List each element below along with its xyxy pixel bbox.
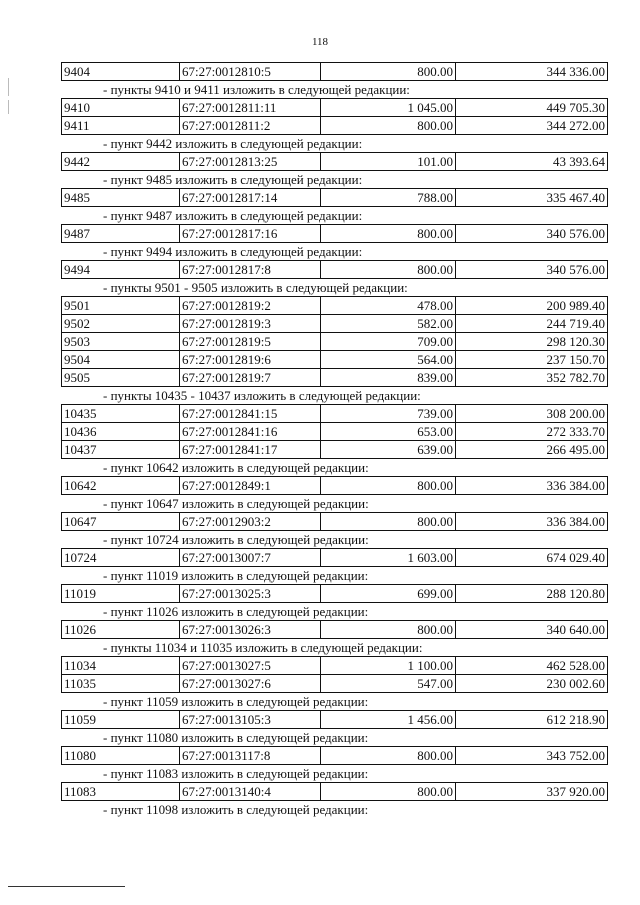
parcel-table — [61, 620, 608, 639]
cadastral-number-cell: 67:27:0012819:3 — [180, 315, 321, 333]
value-cell: 344 336.00 — [456, 63, 608, 81]
amendment-instruction: - пункт 11026 изложить в следующей редакции: — [103, 604, 369, 619]
value-cell: 336 384.00 — [456, 513, 608, 531]
cadastral-number-cell: 67:27:0012819:6 — [180, 351, 321, 369]
row-number-cell: 10647 — [62, 513, 180, 531]
table-row — [62, 405, 608, 423]
cadastral-number-cell: 67:27:0012841:16 — [180, 423, 321, 441]
amendment-instruction: - пункты 9410 и 9411 изложить в следующей редакции: — [103, 82, 410, 97]
scan-margin-mark — [8, 100, 9, 114]
area-cell: 800.00 — [321, 225, 456, 243]
cadastral-number-cell: 67:27:0012819:7 — [180, 369, 321, 387]
row-number-cell: 11026 — [62, 621, 180, 639]
cadastral-number-cell: 67:27:0012811:11 — [180, 99, 321, 117]
amendment-instruction: - пункты 11034 и 11035 изложить в следующей редакции: — [103, 640, 423, 655]
area-cell: 800.00 — [321, 261, 456, 279]
value-cell: 308 200.00 — [456, 405, 608, 423]
cadastral-number-cell: 67:27:0013027:6 — [180, 675, 321, 693]
row-number-cell: 9410 — [62, 99, 180, 117]
row-number-cell: 10724 — [62, 549, 180, 567]
value-cell: 336 384.00 — [456, 477, 608, 495]
value-cell: 337 920.00 — [456, 783, 608, 801]
table-row — [62, 333, 608, 351]
row-number-cell: 10437 — [62, 441, 180, 459]
amendment-instruction: - пункт 10647 изложить в следующей редакции: — [103, 496, 369, 511]
row-number-cell: 11059 — [62, 711, 180, 729]
row-number-cell: 11080 — [62, 747, 180, 765]
parcel-table — [61, 98, 608, 135]
table-row — [62, 513, 608, 531]
area-cell: 699.00 — [321, 585, 456, 603]
table-row — [62, 477, 608, 495]
cadastral-number-cell: 67:27:0013027:5 — [180, 657, 321, 675]
cadastral-number-cell: 67:27:0012817:14 — [180, 189, 321, 207]
amendment-instruction: - пункт 9485 изложить в следующей редакции: — [103, 172, 363, 187]
area-cell: 478.00 — [321, 297, 456, 315]
row-number-cell: 9404 — [62, 63, 180, 81]
row-number-cell: 10435 — [62, 405, 180, 423]
cadastral-number-cell: 67:27:0013025:3 — [180, 585, 321, 603]
area-cell: 1 456.00 — [321, 711, 456, 729]
amendment-instruction: - пункт 11019 изложить в следующей редакции: — [103, 568, 369, 583]
table-row — [62, 369, 608, 387]
value-cell: 449 705.30 — [456, 99, 608, 117]
row-number-cell: 9442 — [62, 153, 180, 171]
row-number-cell: 10642 — [62, 477, 180, 495]
row-number-cell: 11083 — [62, 783, 180, 801]
cadastral-number-cell: 67:27:0012841:15 — [180, 405, 321, 423]
parcel-table — [61, 710, 608, 729]
table-row — [62, 621, 608, 639]
parcel-table — [61, 404, 608, 459]
table-row — [62, 711, 608, 729]
cadastral-number-cell: 67:27:0012817:8 — [180, 261, 321, 279]
area-cell: 564.00 — [321, 351, 456, 369]
value-cell: 340 576.00 — [456, 225, 608, 243]
cadastral-number-cell: 67:27:0012817:16 — [180, 225, 321, 243]
area-cell: 639.00 — [321, 441, 456, 459]
amendment-instruction: - пункт 10724 изложить в следующей редакции: — [103, 532, 369, 547]
parcel-table — [61, 782, 608, 801]
cadastral-number-cell: 67:27:0012903:2 — [180, 513, 321, 531]
parcel-table — [61, 260, 608, 279]
parcel-table — [61, 296, 608, 387]
area-cell: 800.00 — [321, 63, 456, 81]
table-row — [62, 117, 608, 135]
area-cell: 788.00 — [321, 189, 456, 207]
parcel-table — [61, 746, 608, 765]
table-row — [62, 99, 608, 117]
table-row — [62, 153, 608, 171]
table-row — [62, 657, 608, 675]
area-cell: 1 603.00 — [321, 549, 456, 567]
row-number-cell: 9504 — [62, 351, 180, 369]
value-cell: 335 467.40 — [456, 189, 608, 207]
table-row — [62, 441, 608, 459]
amendment-instruction: - пункт 9487 изложить в следующей редакции: — [103, 208, 363, 223]
area-cell: 1 045.00 — [321, 99, 456, 117]
amendment-instruction: - пункт 9442 изложить в следующей редакции: — [103, 136, 363, 151]
area-cell: 800.00 — [321, 621, 456, 639]
area-cell: 800.00 — [321, 747, 456, 765]
row-number-cell: 9505 — [62, 369, 180, 387]
table-row — [62, 549, 608, 567]
table-row — [62, 261, 608, 279]
value-cell: 230 002.60 — [456, 675, 608, 693]
area-cell: 547.00 — [321, 675, 456, 693]
table-row — [62, 675, 608, 693]
cadastral-number-cell: 67:27:0013007:7 — [180, 549, 321, 567]
area-cell: 582.00 — [321, 315, 456, 333]
table-row — [62, 585, 608, 603]
cadastral-number-cell: 67:27:0012841:17 — [180, 441, 321, 459]
parcel-table — [61, 476, 608, 495]
row-number-cell: 9502 — [62, 315, 180, 333]
amendment-instruction: - пункт 11080 изложить в следующей редакции: — [103, 730, 369, 745]
row-number-cell: 10436 — [62, 423, 180, 441]
cadastral-number-cell: 67:27:0012813:25 — [180, 153, 321, 171]
amendment-instruction: - пункт 10642 изложить в следующей редакции: — [103, 460, 369, 475]
value-cell: 237 150.70 — [456, 351, 608, 369]
parcel-table — [61, 224, 608, 243]
cadastral-number-cell: 67:27:0012810:5 — [180, 63, 321, 81]
area-cell: 1 100.00 — [321, 657, 456, 675]
parcel-table — [61, 548, 608, 567]
table-row — [62, 189, 608, 207]
table-row — [62, 783, 608, 801]
table-row — [62, 63, 608, 81]
value-cell: 343 752.00 — [456, 747, 608, 765]
parcel-table — [61, 62, 608, 81]
scan-margin-mark — [8, 78, 9, 96]
table-row — [62, 351, 608, 369]
area-cell: 653.00 — [321, 423, 456, 441]
cadastral-number-cell: 67:27:0013026:3 — [180, 621, 321, 639]
table-row — [62, 423, 608, 441]
value-cell: 244 719.40 — [456, 315, 608, 333]
value-cell: 266 495.00 — [456, 441, 608, 459]
row-number-cell: 9503 — [62, 333, 180, 351]
value-cell: 200 989.40 — [456, 297, 608, 315]
area-cell: 800.00 — [321, 477, 456, 495]
cadastral-number-cell: 67:27:0012811:2 — [180, 117, 321, 135]
table-row — [62, 747, 608, 765]
parcel-table — [61, 152, 608, 171]
value-cell: 344 272.00 — [456, 117, 608, 135]
footnote-divider — [8, 886, 125, 887]
area-cell: 839.00 — [321, 369, 456, 387]
value-cell: 340 576.00 — [456, 261, 608, 279]
area-cell: 739.00 — [321, 405, 456, 423]
value-cell: 272 333.70 — [456, 423, 608, 441]
area-cell: 800.00 — [321, 783, 456, 801]
row-number-cell: 9411 — [62, 117, 180, 135]
row-number-cell: 11034 — [62, 657, 180, 675]
row-number-cell: 9487 — [62, 225, 180, 243]
amendment-instruction: - пункт 9494 изложить в следующей редакции: — [103, 244, 363, 259]
row-number-cell: 11019 — [62, 585, 180, 603]
area-cell: 101.00 — [321, 153, 456, 171]
cadastral-number-cell: 67:27:0013117:8 — [180, 747, 321, 765]
amendment-instruction: - пункт 11059 изложить в следующей редакции: — [103, 694, 369, 709]
parcel-table — [61, 512, 608, 531]
value-cell: 298 120.30 — [456, 333, 608, 351]
value-cell: 674 029.40 — [456, 549, 608, 567]
value-cell: 288 120.80 — [456, 585, 608, 603]
area-cell: 800.00 — [321, 117, 456, 135]
table-row — [62, 225, 608, 243]
cadastral-number-cell: 67:27:0012819:2 — [180, 297, 321, 315]
row-number-cell: 11035 — [62, 675, 180, 693]
parcel-table — [61, 188, 608, 207]
row-number-cell: 9494 — [62, 261, 180, 279]
amendment-instruction: - пункт 11098 изложить в следующей редакции: — [103, 802, 369, 817]
cadastral-number-cell: 67:27:0013105:3 — [180, 711, 321, 729]
value-cell: 462 528.00 — [456, 657, 608, 675]
table-row — [62, 315, 608, 333]
value-cell: 352 782.70 — [456, 369, 608, 387]
row-number-cell: 9485 — [62, 189, 180, 207]
cadastral-number-cell: 67:27:0012849:1 — [180, 477, 321, 495]
cadastral-number-cell: 67:27:0012819:5 — [180, 333, 321, 351]
row-number-cell: 9501 — [62, 297, 180, 315]
amendment-instruction: - пункты 10435 - 10437 изложить в следующей редакции: — [103, 388, 421, 403]
cadastral-number-cell: 67:27:0013140:4 — [180, 783, 321, 801]
page-number: 118 — [311, 36, 329, 48]
value-cell: 340 640.00 — [456, 621, 608, 639]
table-row — [62, 297, 608, 315]
value-cell: 43 393.64 — [456, 153, 608, 171]
area-cell: 800.00 — [321, 513, 456, 531]
amendment-instruction: - пункт 11083 изложить в следующей редакции: — [103, 766, 369, 781]
parcel-table — [61, 656, 608, 693]
value-cell: 612 218.90 — [456, 711, 608, 729]
document-body — [61, 62, 607, 818]
amendment-instruction: - пункты 9501 - 9505 изложить в следующей редакции: — [103, 280, 408, 295]
area-cell: 709.00 — [321, 333, 456, 351]
parcel-table — [61, 584, 608, 603]
